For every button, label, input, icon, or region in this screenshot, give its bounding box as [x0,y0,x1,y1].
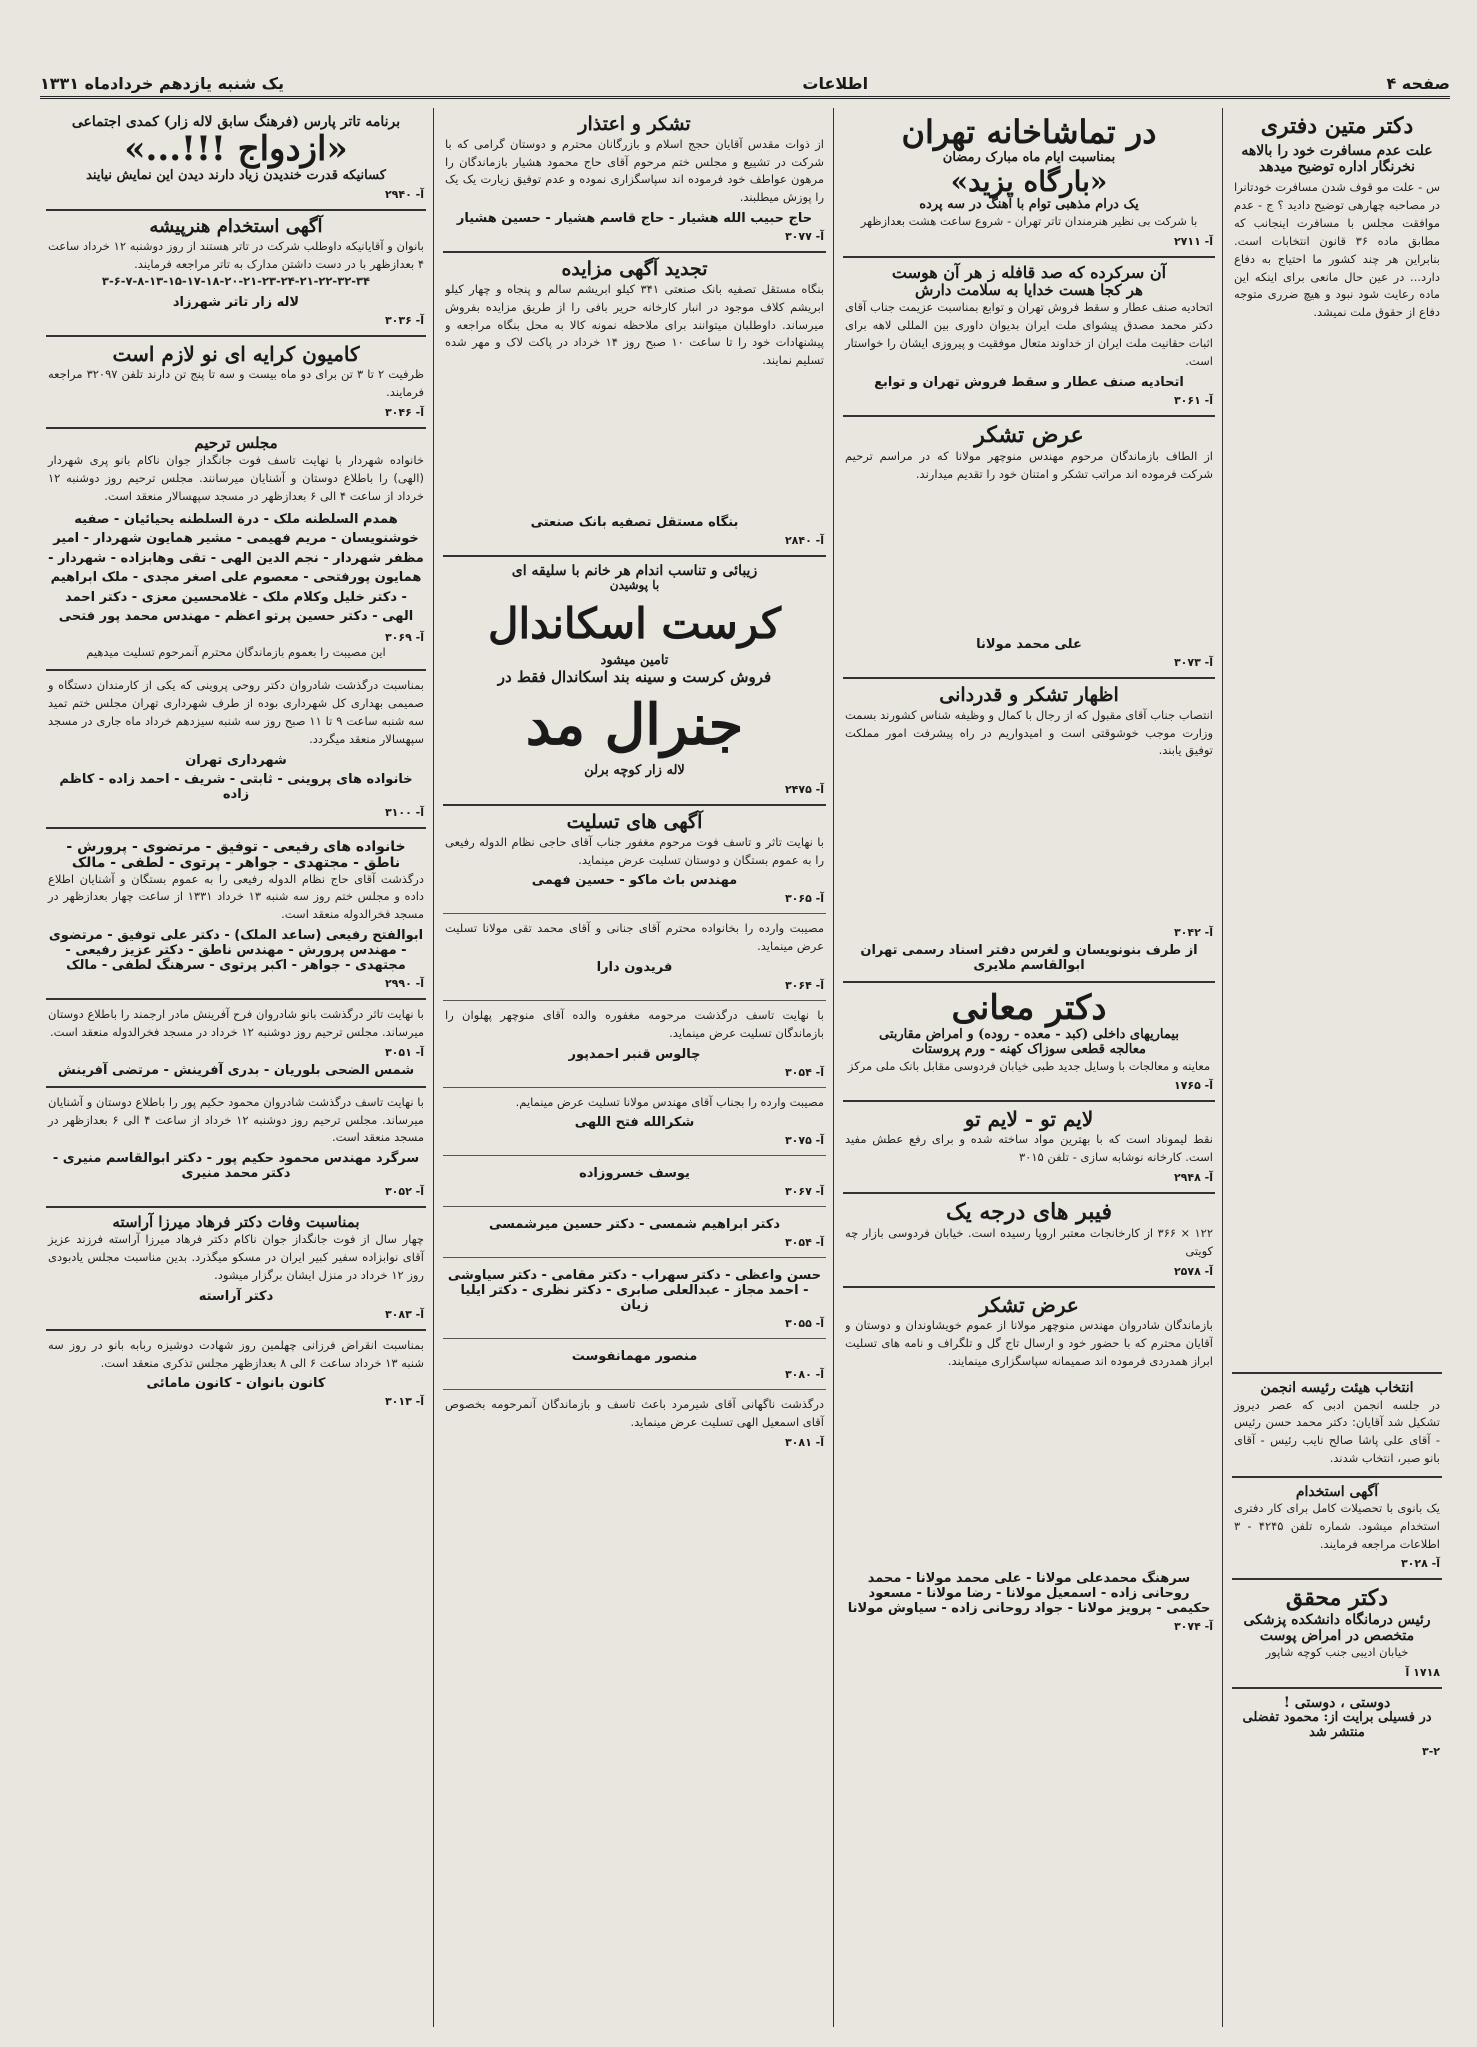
ad-code: آ- ۳۰۶۵ [784,892,824,906]
ad-title: دکتر محقق [1285,1585,1389,1612]
ad-code: آ- ۳۰۸۰ [784,1368,824,1382]
ad-code: آ- ۳۰۳۶ [384,314,424,328]
thanks-title: عرض تشکر [979,1293,1079,1318]
condolence-item [443,914,826,1001]
memorial-notice-7 [46,1331,426,1417]
ad-code: آ- ۳۱۰۰ [384,805,424,819]
guild-body: اتحادیه صنف عطار و سقط فروش تهران و توابع بمناسبت عزیمت جناب آقای دکتر محمد مصدق پیشوای ملت ایران بدیوان داوری بین المللی لاهه برای اثبات حقانیت ملت ایران از خداوند متعال موفقیت و پیروزی ایشان را خواستار است. [845,300,1213,368]
thanks-notice-2 [843,1288,1215,1641]
memorial-body: بمناسبت درگذشت شادروان دکتر روحی پروینی که یکی از کارمندان دستگاه و صمیمی بهداری کل شهرداری بوده از طرف شهرداری تهران مجلس ختم تمید سه شنبه ساعت ۹ تا ۱۱ صبح روز سه شنبه سیزدهم خرداد ماه جاری در مسجد سپهسالار منعقد میگردد. [48,678,424,746]
condolence-signature: چالوس قنبر احمدپور [568,1046,701,1062]
memorial-notice [46,429,426,672]
corset-ad [443,557,826,806]
hire-title: آگهی استخدام هنرپیشه [149,216,323,238]
guild-subtitle: هر کجا هست خدایا به سلامت دارش [915,281,1143,300]
doctor-mohaghegh-ad [1232,1580,1442,1688]
auction-notice [443,253,826,557]
memorial-notice-3 [46,829,426,1000]
condolence-item [443,1207,826,1258]
condolence-item [443,1258,826,1339]
condolence-body: مصیبت وارده را بجناب آقای مهندس مولانا تسلیت عرض مینمایم. [515,1094,824,1109]
fiber-body: ۱۲۲ × ۳۶۶ از کارخانجات معتبر اروپا رسیده است. خیابان فردوسی بازار چه کویتی [845,1226,1213,1259]
ad-code: آ- ۲۹۴۰ [384,188,424,202]
ad-code: آ- ۲۹۴۸ [1173,1171,1213,1185]
ad-code: آ- ۲۵۷۸ [1173,1265,1213,1279]
ad-code: آ- ۳۰۶۴ [784,979,824,993]
ad-code: آ- ۲۹۹۰ [384,977,424,991]
truck-title: کامیون کرایه ای نو لازم است [112,342,360,367]
auction-title: تجدید آگهی مزایده [561,258,708,281]
condolence-item [443,1088,826,1157]
memorial-notice-5 [46,1088,426,1208]
hire-signature: لاله زار تاتر شهرزاد [172,295,300,311]
fiber-title: فیبر های درجه یک [945,1199,1113,1226]
notice-signature: حاج حبیب الله هشیار - حاج قاسم هشیار - حسین هشیار [456,211,813,227]
condolence-signature: حسن واعظی - دکتر سهراب - دکتر مقامی - دکتر سیاوشی - احمد مجاز - عبدالعلی صابری - دکتر نظری - دکتر ایلیا زیان [447,1268,822,1314]
condolences-section [443,806,826,914]
ad-address: خیابان ادیبی جنب کوچه شاپور [1265,1644,1409,1659]
hire-body: یک بانوی با تحصیلات کامل برای کار دفتری استخدام میشود. شماره تلفن ۴۲۴۵ - ۳ اطلاعات مراجعه فرمایند. [1234,1500,1440,1551]
thanks-signature: علی محمد مولانا [976,636,1082,652]
doctor-name: دکتر معانی [951,987,1107,1028]
guild-title: آن سرکرده که صد قافله ز هر آن هوست [891,262,1167,282]
memorial-note: این مصیبت را بعموم بازماندگان محترم آنمرحوم تسلیت میدهیم [86,644,386,659]
association-notice [1232,1374,1442,1477]
memorial-families: خانواده های رفیعی - توفیق - مرتضوی - پرورش - ناطق - مجتهدی - جواهر - پرتوی - لطفی - مالک [66,838,406,871]
thanks-signatures: سرهنگ محمدعلی مولانا - علی محمد مولانا - محمد روحانی زاده - اسمعیل مولانا - رضا مولانا - مسعود حکیمی - پرویز مولانا - جواد روحانی زاده - سیاوش مولانا [847,1571,1211,1617]
lemonade-title: لایم تو - لایم تو [964,1107,1094,1132]
appreciation-body: انتصاب جناب آقای مقبول که از رجال با کمال و وظیفه شناس کشورند بسمت وزارت موجب خوشوقتی است و امیدواریم در راه پیشرفت امور مملکت توفیق یابند. [845,707,1213,758]
fiber-ad [843,1194,1215,1288]
theater-title: در تماشاخانه تهران [901,113,1157,151]
ad-code: آ- ۳۰۱۳ [384,1395,424,1409]
page-header [40,70,1450,99]
theater-program-ad [46,108,426,211]
notice-body: از ذوات مقدس آقایان حجج اسلام و بازرگانان محترم و دوستان گرامی که با شرکت در تشییع و مجلس ختم مرحوم آقای حاج محمود هشیار بازماندگان را مرهون عواطف خود فرموده اند سپاسگزاری نموده و عدم توفیق زیارت یک یک را پوزش میطلبند. [445,136,824,205]
ad-code: آ- ۲۷۱۱ [1173,234,1213,248]
memorial-signature: دکتر آراسته [198,1288,274,1304]
condolence-body: با نهایت تاسف درگذشت مرحومه مغفوره والده آقای منوچهر پهلوان را بازماندگان تسلیت عرض مینماید. [445,1008,824,1040]
memorial-body: خانواده شهردار با نهایت تاسف فوت جانگداز جوان ناکام بانو پری شهردار (الهی) را باطلاع دوستان و آشنایان میرسانند. مجلس ترحیم روز دوشنبه ۱۲ خرداد از ساعت ۴ الی ۶ بعدازظهر در مسجد سپهسالار منعقد است. [48,453,424,503]
auction-signature: بنگاه مستقل تصفیه بانک صنعتی [530,514,739,530]
thanks-title: عرض تشکر [974,421,1084,448]
lemonade-ad [843,1102,1215,1194]
memorial-body: با نهایت تاثر درگذشت بانو شادروان فرح آفرینش مادر ارجمند را باطلاع دوستان میرساند. مجلس ترحیم روز دوشنبه ۱۲ خرداد در مسجد فخرالدوله منعقد است. [48,1007,424,1039]
corset-mid-line: با پوشیدن [609,578,660,593]
appreciation-notice [843,679,1215,983]
theater-ad [843,108,1215,258]
memorial-body: با نهایت تاسف درگذشت شادروان محمود حکیم پور را باطلاع دوستان و آشنایان میرساند. مجلس ترحیم روز دوشنبه ۱۲ خرداد از ساعت ۴ الی ۶ بعدازظهر در مسجد منعقد است. [48,1094,424,1145]
ad-code: آ- ۳۰۵۲ [384,1185,424,1199]
shop-address: لاله زار کوچه برلن [584,763,685,779]
memorial-names: همدم السلطنه ملک - درة السلطنه یحیائیان - صفیه خوشنویسان - مریم فهیمی - مشیر همایون شهردار - امیر مظفر شهردار - نجم الدین الهی - تقی وهابزاده - شهردار - همایون پورفتحی - معصوم علی اصغر مجدی - ملک ابراهیم - دکتر خلیل وکلام ملک - غلامحسین معزی - دکتر احمد الهی - دکتر حسین پرتو اعظم - مهندس محمد پور فتحی [48,511,424,625]
thanks-body: بازماندگان شادروان مهندس منوچهر مولانا از عموم خویشاوندان و دوستان و آقایان محترم که با حضور خود و ارسال تاج گل و تلگراف و نامه های تسلیت ابراز همدردی فرموده اند صمیمانه سپاسگزاری مینمایند. [845,1318,1213,1368]
ad-code: آ- ۱۷۶۵ [1173,1079,1213,1093]
ad-code: آ- ۳۰۲۸ [1400,1557,1440,1571]
article-body: س - علت مو قوف شدن مسافرت خودتانرا در مصاحبه چهارهی توضیح دادید ؟ ج - عدم موافقت مجلس با مسافرت اینجانب که مطابق ماده ۳۶ قانون انتخابات است. بنابراین هر چند کشور ما احتیاج به دفاع دارد... در عین حال مانعی برای اینکه این ماده رعایت شود نبود و هیچ ضرری متوجه دفاع از حقوق ملت نمیشد. [1234,180,1440,320]
corset-note: تامین میشود [600,652,669,668]
notice-title: انتخاب هیئت رئیسه انجمن [1260,1380,1414,1397]
article-subtitle: علت عدم مسافرت خود را بالاهه نخرنگار اداره توضیح میدهد [1241,143,1433,176]
ad-code: آ- ۳۰۵۴ [784,1236,824,1250]
play-title: «بارگاه یزید» [950,164,1108,198]
header-date: یک شنبه یازدهم خردادماه ۱۳۳۱ [40,73,285,93]
auction-body: بنگاه مستقل تصفیه بانک صنعتی ۳۴۱ کیلو ابریشم سالم و پنجاه و چهار کیلو ابریشم کلاف موجود در انبار کارخانه حریر بافی را از طریق مزایده بفروش میرساند. داوطلبان میتوانند برای ملاحظه نمونه کالا به محل بنگاه مراجعه و پیشنهادات خود را تا ساعت ۱۰ صبح روز ۱۴ خرداد در پاکت لاک و مهر شده تسلیم نمایند. [445,281,824,368]
truck-ad [46,337,426,429]
appreciation-signature: از طرف بنونویسان و لغرس دفتر اسناد رسمی تهران ابوالقاسم ملایری [860,942,1198,973]
ad-subtitle: رئیس درمانگاه دانشکده پزشکی متخصص در امراض پوست [1243,1611,1431,1644]
memorial-title: مجلس ترحیم [194,433,278,452]
memorial-families: خانواده های پروینی - ثابتی - شریف - احمد زاده - کاظم زاده [59,771,413,802]
ad-code: آ- ۲۸۴۰ [784,533,824,547]
condolence-signature: فریدون دارا [596,960,673,976]
play-note: یک درام مذهبی توام با آهنگ در سه پرده [919,196,1139,212]
ad-code: آ- ۳۰۵۵ [784,1317,824,1331]
memorial-signature: کانون بانوان - کانون مامائی [146,1376,326,1392]
article-title: دکتر متین دفتری [1260,113,1414,139]
guild-notice [843,258,1215,417]
memorial-body: بمناسبت انقراض فرزانی چهلمین روز شهادت دوشیزه ربابه بانو در روز سه شنبه ۱۳ خرداد ساعت ۶ الی ۸ بعدازظهر مجلس تذکری منعقد است. [48,1337,424,1370]
book-ad [1232,1689,1442,1766]
doctor-specialty: بیماریهای داخلی (کبد - معده - روده) و امراض مقاربتی [879,1026,1179,1042]
actor-hire-ad [46,211,426,337]
condolence-item [443,1156,826,1207]
condolence-body: مصیبت وارده را بخانواده محترم آقای جنانی و آقای محمد تقی مولانا تسلیت عرض مینماید. [445,921,824,954]
memorial-signature: شمس الضحی بلوریان - بدری آفرینش - مرتضی آفرینش [57,1062,415,1078]
thanks-notice [843,417,1215,679]
condolence-body: درگذشت ناگهانی آقای شیرمرد باعث تاسف و بازماندگان آنمرحومه بخصوص آقای اسمعیل الهی تسلیت عرض مینماید. [445,1397,824,1430]
column-second [837,108,1221,2035]
hire-title: آگهی استخدام [1295,1483,1379,1500]
ad-code: ۳-۲ [1422,1744,1440,1758]
notice-body: در جلسه انجمن ادبی که عصر دیروز تشکیل شد آقایان: دکتر محمد حسن رئیس - آقای علی پاشا صالح نایب رئیس - آقای بانو صبر، انتخاب شدند. [1234,1397,1440,1466]
condolence-body: با نهایت تاثر و تاسف فوت مرحوم مغفور جناب آقای حاجی نظام الدوله رفیعی را به عموم بستگان و دوستان تسلیت عرض مینماید. [445,834,824,867]
ad-code: آ- ۳۰۷۳ [1173,655,1213,669]
memorial-notice-2 [46,671,426,828]
header-paper-name: اطلاعات [802,73,869,93]
condolence-item [443,1339,826,1390]
ad-code: آ- ۳۰۵۱ [384,1045,424,1059]
hire-body: بانوان و آقایانیکه داوطلب شرکت در تاتر هستند از روز دوشنبه ۱۲ خرداد ساعت ۴ بعدازظهر با در دست داشتن مدارک به تاتر مراجعه فرمایند. [48,238,424,271]
ad-code: آ- ۳۰۶۱ [1173,393,1213,407]
ad-code: آ- ۳۰۵۴ [784,1065,824,1079]
thanks-apology-notice [443,108,826,253]
doctor-maani-ad [843,983,1215,1103]
condolence-signature: منصور مهمانفوست [571,1349,698,1365]
condolence-signature: دکتر ابراهیم شمسی - دکتر حسین میرشمسی [488,1217,780,1233]
program-note: کسانیکه قدرت خندیدن زیاد دارند دیدن این نمایش نیایند [86,168,386,184]
condolence-item [443,1001,826,1088]
memorial-signature: شهرداری تهران [185,752,287,768]
condolence-item [443,1390,826,1457]
ad-code: آ- ۳۰۴۲ [1173,925,1213,939]
ad-code: آ- ۳۰۷۷ [784,230,824,244]
ad-code: آ- ۳۰۴۶ [384,405,424,419]
memorial-body: چهار سال از فوت جانگداز جوان ناکام دکتر فرهاد میرزا آراسته فرزند عزیز آقای نوابزاده سفیر کبیر ایران در مسکو میگذرد. بدین مناسبت مجلس یادبودی روز ۱۲ خرداد در منزل ایشان برگزار میشود. [48,1232,424,1282]
header-page-number: صفحه ۴ [1386,73,1450,93]
ad-code: آ- ۳۰۸۳ [384,1307,424,1321]
corset-top-line: زیبائی و تناسب اندام هر خانم با سلیقه ای [511,562,758,579]
notice-title: تشکر و اعتذار [578,113,691,135]
ad-code: آ- ۳۰۶۷ [784,1185,824,1199]
ad-code: آ- ۳۰۶۹ [384,630,424,644]
memorial-signature: ابوالفتح رفیعی (ساعد الملک) - دکتر علی توفیق - مرتضوی - مهندس پرورش - مهندس ناطق - دکتر عزیز رفیعی - مجتهدی - جواهر - اکبر پرتوی - سرهنگ لطفی - مالک [48,928,424,974]
doctor-address: معاینه و معالجات با وسایل جدید طبی خیابان فردوسی مقابل بانک ملی مرکز [847,1058,1211,1073]
book-title: دوستی ، دوستی ! [1283,1694,1391,1711]
hire-numbers: ۳-۶-۷-۸-۱۳-۱۵-۱۷-۱۸-۲۰-۲۱-۲۳-۲۴-۲۱-۲۲-۳۲-۳۴ [101,274,371,289]
column-third [437,108,832,2035]
ad-code: آ- ۳۰۷۵ [784,1134,824,1148]
memorial-signature: سرگرد مهندس محمود حکیم پور - دکتر ابوالقاسم منیری - دکتر محمد منیری [52,1151,420,1182]
guild-signature: اتحادیه صنف عطار و سقط فروش تهران و توابع [874,374,1184,390]
doctor-specialty-2: معالجه قطعی سوزاک کهنه - ورم پروستات [912,1041,1146,1057]
memorial-title: بمناسبت وفات دکتر فرهاد میرزا آراسته [112,1213,360,1232]
column-rule [1222,108,1223,2027]
shop-name: جنرال مد [525,692,744,759]
thanks-body: از الطاف بازماندگان مرحوم مهندس منوچهر مولانا که در مراسم ترحیم شرکت فرموده اند مراتب تشکر و امتنان خود را تقدیم میدارند. [845,448,1213,481]
column-rule [833,108,834,2027]
column-rule [433,108,434,2027]
ad-code: آ- ۲۴۷۵ [784,782,824,796]
book-body: در فسیلی برایت از: محمود تفضلی منتشر شد [1242,1709,1432,1740]
doctor-matin-daftari-article [1232,108,1442,1374]
ad-code: آ- ۳۰۸۱ [784,1436,824,1450]
memorial-notice-4 [46,1000,426,1088]
program-title: برنامه تاتر پارس (فرهنگ سابق لاله زار) کمدی اجتماعی [71,114,401,130]
condolence-signature: شکرالله فتح اللهی [574,1115,695,1131]
ad-code: آ- ۳۰۷۴ [1173,1620,1213,1634]
program-play: «ازدواج !!!...» [124,129,348,170]
condolences-title: آگهی های تسلیت [566,810,703,833]
column-right [1226,108,1448,2035]
theater-subtitle: بمناسبت ایام ماه مبارک رمضان [942,149,1116,165]
play-cast: با شرکت بی نظیر هنرمندان تاتر تهران - شروع ساعت هشت بعدازظهر [860,213,1198,228]
column-left [40,108,432,2035]
lemonade-body: نقط لیموناد است که با بهترین مواد ساخته شده و برای رفع عطش مفید است. کارخانه نوشابه سازی - تلفن ۳۰۱۵ [845,1132,1213,1165]
appreciation-title: اظهار تشکر و قدردانی [939,683,1119,706]
condolence-signature: مهندس باث ماکو - حسین فهمی [531,873,738,889]
corset-brand: کرست اسکاندال [488,598,781,648]
truck-body: ظرفیت ۲ تا ۳ تن برای دو ماه بیست و سه تا پنج تن دارند تلفن ۳۲۰۹۷ مراجعه فرمایند. [48,367,424,400]
hire-notice [1232,1478,1442,1581]
memorial-notice-6 [46,1208,426,1331]
condolence-signature: یوسف خسروزاده [579,1166,690,1182]
memorial-body: درگذشت آقای حاج نظام الدوله رفیعی را به عموم بستگان و آشنایان اطلاع داده و مجلس ختم روز سه شنبه ۱۳ خرداد ۱۳۳۱ از ساعت چهار بعدازظهر در مسجد فخرالدوله منعقد است. [48,871,425,922]
corset-sale-line: فروش کرست و سینه بند اسکاندال فقط در [497,667,772,686]
ad-code: ۱۷۱۸ آ [1405,1665,1440,1679]
